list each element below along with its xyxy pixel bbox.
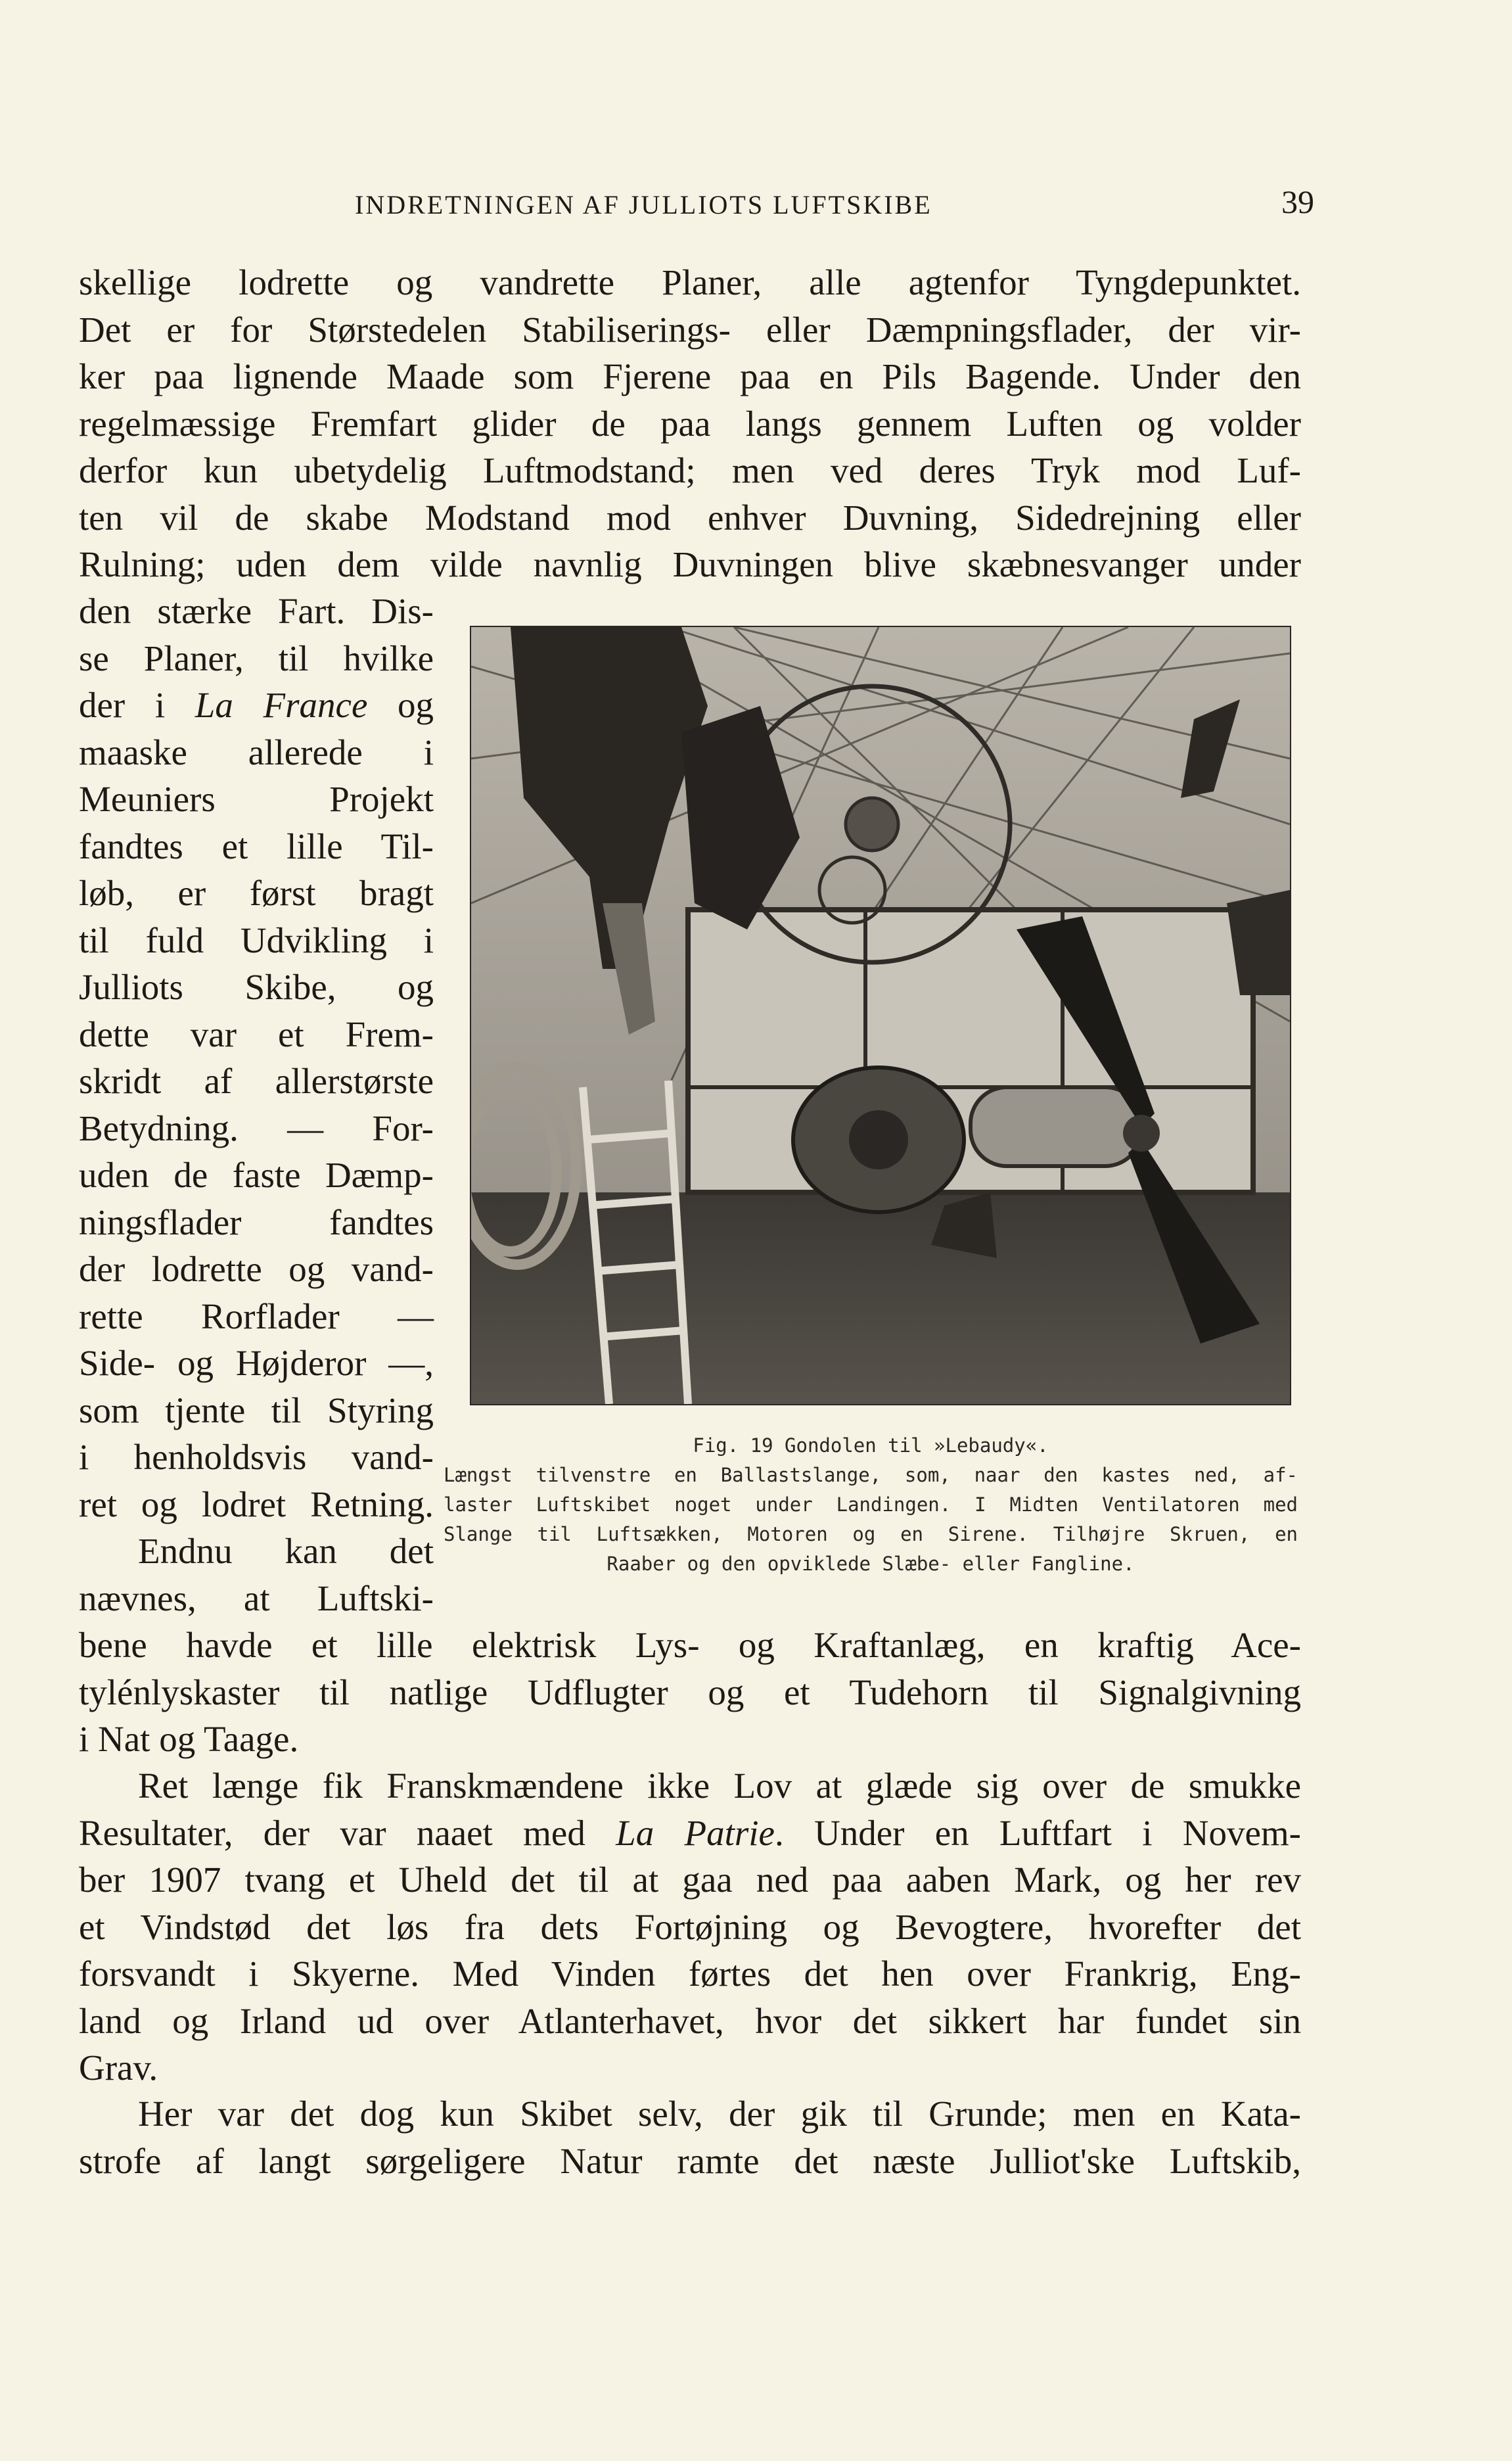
caption-line: Raaber og den opviklede Slæbe- eller Fangline. [607,1553,1135,1575]
text-line: i henholdsvis vand- [79,1437,434,1477]
gondola-photograph [470,626,1291,1405]
text-line: ker paa lignende Maade som Fjerene paa en Pils Bagende. Under den [79,356,1301,396]
text-line: ber 1907 tvang et Uheld det til at gaa ned paa aaben Mark, og her rev [79,1860,1301,1900]
text-line: rette Rorflader — [79,1296,434,1336]
text-line: Endnu kan det [138,1531,434,1571]
text-line: uden de faste Dæmp- [79,1155,434,1195]
text-line: Her var det dog kun Skibet selv, der gik til Grunde; men en Kata- [138,2094,1301,2134]
text-line: land og Irland ud over Atlanterhavet, hvor det sikkert har fundet sin [79,2000,1301,2041]
text-line: Betydning. — For- [79,1108,434,1148]
text-line: tylénlyskaster til natlige Udflugter og et Tudehorn til Signalgivning [79,1672,1301,1712]
text-line: Rulning; uden dem vilde navnlig Duvningen blive skæbnesvanger under [79,544,1301,584]
text-line: skellige lodrette og vandrette Planer, alle agtenfor Tyngdepunktet. [79,262,1301,302]
text-line: dette var et Frem- [79,1014,434,1054]
running-title: INDRETNINGEN AF JULLIOTS LUFTSKIBE [355,190,932,220]
text-line-with-italic [79,1810,1301,1857]
text-line: et Vindstød det løs fra dets Fortøjning og Bevogtere, hvorefter det [79,1906,1301,1947]
caption-line: Slange til Luftsækken, Motoren og en Sirene. Tilhøjre Skruen, en [444,1523,1298,1545]
text-span: der i [79,685,195,725]
text-line: nævnes, at Luftski- [79,1578,434,1618]
text-line: ten vil de skabe Modstand mod enhver Duvning, Sidedrejning eller [79,497,1301,538]
text-line: ret og lodret Retning. [79,1484,434,1524]
top-paragraph [79,259,1301,588]
text-line: der lodrette og vand- [79,1249,434,1289]
text-line: se Planer, til hvilke [79,638,434,678]
post-figure-lines [79,1622,1301,1763]
text-span: Resultater, der var naaet med [79,1812,616,1853]
narrow-column [79,588,434,1622]
text-line: Grav. [79,2048,158,2088]
text-line: bene havde et lille elektrisk Lys- og Kraftanlæg, en kraftig Ace- [79,1625,1301,1665]
caption-line: Længst tilvenstre en Ballastslange, som, naar den kastes ned, af- [444,1464,1298,1486]
page-number: 39 [1281,183,1314,220]
figure-caption [444,1431,1298,1579]
paragraph-3 [79,2090,1301,2184]
text-span: og [367,685,434,725]
text-line: Ret længe fik Franskmændene ikke Lov at glæde sig over de smukke [138,1766,1301,1806]
text-line: som tjente til Styring [79,1390,434,1430]
ship-name-la-france: La France [195,685,368,725]
text-line: strofe af langt sørgeligere Natur ramte det næste Julliot'ske Luftskib, [79,2140,1301,2181]
text-line: Meuniers Projekt [79,779,434,819]
caption-title: Fig. 19 Gondolen til »Lebaudy«. [693,1434,1049,1457]
ship-name-la-patrie: La Patrie [616,1812,775,1853]
text-line: forsvandt i Skyerne. Med Vinden førtes det hen over Frankrig, Eng- [79,1954,1301,1994]
text-line: i Nat og Taage. [79,1719,299,1759]
text-line: den stærke Fart. Dis- [79,591,434,631]
text-line: Side- og Højderor —, [79,1343,434,1383]
text-line: maaske allerede i [79,732,434,772]
text-span: . Under en Luftfart i Novem- [774,1812,1301,1853]
paragraph-2 [79,1762,1301,2092]
text-line: derfor kun ubetydelig Luftmodstand; men ved deres Tryk mod Luf- [79,450,1301,490]
page-header [79,183,1314,222]
text-line: Det er for Størstedelen Stabiliserings- eller Dæmpningsflader, der vir- [79,309,1301,350]
text-line: løb, er først bragt [79,873,434,913]
caption-line: laster Luftskibet noget under Landingen. I Midten Ventilatoren med [444,1493,1298,1516]
text-line: regelmæssige Fremfart glider de paa langs gennem Luften og volder [79,403,1301,444]
text-line: til fuld Udvikling i [79,920,434,960]
text-line: ningsflader fandtes [79,1202,434,1242]
text-line: Julliots Skibe, og [79,967,434,1007]
text-line: skridt af allerstørste [79,1061,434,1101]
gondola-photo-illustration [471,627,1290,1404]
text-line-with-italic [79,682,434,729]
text-line: fandtes et lille Til- [79,826,434,866]
